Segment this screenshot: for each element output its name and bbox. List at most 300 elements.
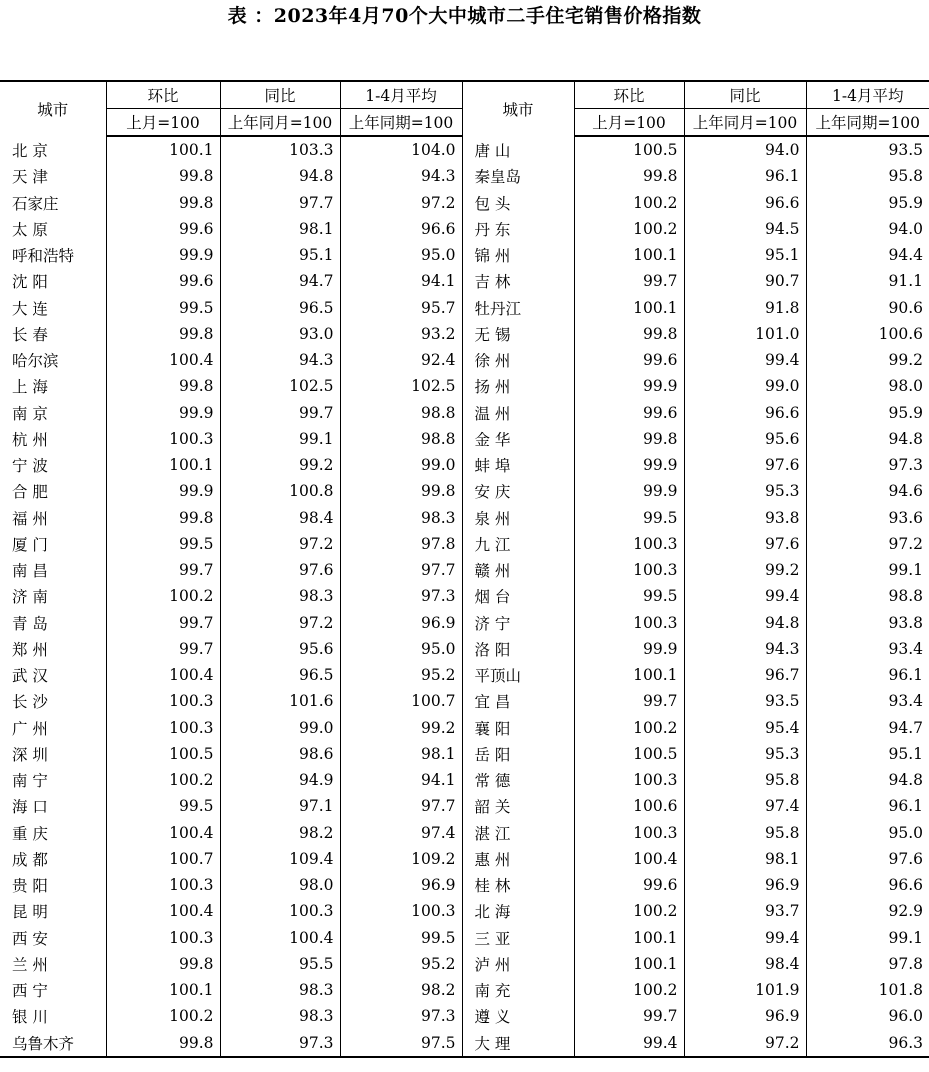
city-right-cell: 金 华 bbox=[462, 426, 574, 452]
table-row bbox=[0, 242, 929, 268]
yoy-left-cell: 97.1 bbox=[220, 793, 340, 819]
yoy-left-cell: 93.0 bbox=[220, 321, 340, 347]
yoy-left-cell: 98.4 bbox=[220, 505, 340, 531]
table-row bbox=[0, 216, 929, 242]
mom-right-cell: 99.8 bbox=[574, 426, 684, 452]
avg-left-cell: 95.0 bbox=[340, 636, 462, 662]
city-right-cell: 锦 州 bbox=[462, 242, 574, 268]
mom-left-cell: 99.6 bbox=[106, 268, 220, 294]
city-right-cell: 洛 阳 bbox=[462, 636, 574, 662]
avg-right-cell: 95.0 bbox=[806, 820, 929, 846]
yoy-left-cell: 103.3 bbox=[220, 136, 340, 163]
table-row bbox=[0, 295, 929, 321]
city-left-cell: 广 州 bbox=[12, 719, 48, 738]
mom-left-cell: 99.8 bbox=[106, 1030, 220, 1057]
yoy-right-cell: 101.0 bbox=[684, 321, 806, 347]
mom-right-cell: 99.5 bbox=[574, 505, 684, 531]
mom-left-cell: 99.8 bbox=[106, 951, 220, 977]
yoy-right-cell: 101.9 bbox=[684, 977, 806, 1003]
city-left-cell: 武 汉 bbox=[12, 667, 48, 686]
mom-right-cell: 99.6 bbox=[574, 872, 684, 898]
mom-right-cell: 100.1 bbox=[574, 662, 684, 688]
city-header-right: 城市 bbox=[462, 81, 574, 136]
mom-left-cell: 99.7 bbox=[106, 610, 220, 636]
city-right-cell: 湛 江 bbox=[462, 820, 574, 846]
city-left-cell: 合 肥 bbox=[12, 483, 48, 502]
avg-left-cell: 94.1 bbox=[340, 268, 462, 294]
avg-left-cell: 97.7 bbox=[340, 793, 462, 819]
yoy-left-cell: 100.8 bbox=[220, 478, 340, 504]
table-row bbox=[0, 846, 929, 872]
city-right-cell: 烟 台 bbox=[462, 583, 574, 609]
avg-left-cell: 95.7 bbox=[340, 295, 462, 321]
table-row bbox=[0, 767, 929, 793]
city-left-cell: 石家庄 bbox=[12, 194, 59, 213]
avg-right-cell: 94.8 bbox=[806, 767, 929, 793]
yoy-left-cell: 98.0 bbox=[220, 872, 340, 898]
city-right-cell: 安 庆 bbox=[462, 478, 574, 504]
mom-right-cell: 99.4 bbox=[574, 1030, 684, 1057]
mom-left-cell: 99.9 bbox=[106, 242, 220, 268]
avg-left-cell: 98.2 bbox=[340, 977, 462, 1003]
avg-right-cell: 99.1 bbox=[806, 925, 929, 951]
mom-left-cell: 100.4 bbox=[106, 347, 220, 373]
mom-right-cell: 99.8 bbox=[574, 163, 684, 189]
table-row bbox=[0, 531, 929, 557]
yoy-left-cell: 98.3 bbox=[220, 1003, 340, 1029]
mom-left-cell: 99.8 bbox=[106, 163, 220, 189]
table-row bbox=[0, 321, 929, 347]
yoy-right-cell: 91.8 bbox=[684, 295, 806, 321]
table-row bbox=[0, 478, 929, 504]
avg-subheader-right: 上年同期=100 bbox=[806, 109, 929, 137]
mom-left-cell: 100.4 bbox=[106, 820, 220, 846]
city-header-left: 城市 bbox=[0, 81, 106, 136]
avg-right-cell: 100.6 bbox=[806, 321, 929, 347]
avg-right-cell: 99.1 bbox=[806, 557, 929, 583]
city-left-cell: 济 南 bbox=[12, 588, 48, 607]
mom-right-cell: 100.2 bbox=[574, 715, 684, 741]
city-left-cell: 兰 州 bbox=[12, 955, 48, 974]
city-left-cell: 天 津 bbox=[12, 168, 48, 187]
yoy-left-cell: 98.2 bbox=[220, 820, 340, 846]
avg-right-cell: 97.8 bbox=[806, 951, 929, 977]
table-row bbox=[0, 715, 929, 741]
city-right-cell: 秦皇岛 bbox=[462, 163, 574, 189]
table-title: 表 ：2023年4月70个大中城市二手住宅销售价格指数 bbox=[227, 5, 702, 27]
mom-left-cell: 99.9 bbox=[106, 478, 220, 504]
city-right-cell: 平顶山 bbox=[462, 662, 574, 688]
avg-left-cell: 98.3 bbox=[340, 505, 462, 531]
yoy-left-cell: 96.5 bbox=[220, 295, 340, 321]
yoy-right-cell: 97.6 bbox=[684, 452, 806, 478]
city-left-cell: 乌鲁木齐 bbox=[0, 1030, 106, 1057]
table-row bbox=[0, 583, 929, 609]
avg-left-cell: 95.2 bbox=[340, 662, 462, 688]
mom-subheader-right: 上月=100 bbox=[574, 109, 684, 137]
city-right-cell: 北 海 bbox=[462, 898, 574, 924]
yoy-right-cell: 95.6 bbox=[684, 426, 806, 452]
city-left-cell: 重 庆 bbox=[12, 824, 48, 843]
city-left-cell: 南 昌 bbox=[12, 562, 48, 581]
table-row bbox=[0, 136, 929, 163]
avg-left-cell: 97.3 bbox=[340, 1003, 462, 1029]
yoy-left-cell: 94.3 bbox=[220, 347, 340, 373]
table-row bbox=[0, 190, 929, 216]
avg-right-cell: 97.3 bbox=[806, 452, 929, 478]
city-right-cell: 济 宁 bbox=[462, 610, 574, 636]
mom-right-cell: 100.4 bbox=[574, 846, 684, 872]
yoy-left-cell: 94.8 bbox=[220, 163, 340, 189]
mom-right-cell: 100.2 bbox=[574, 216, 684, 242]
avg-right-cell: 96.1 bbox=[806, 662, 929, 688]
avg-left-cell: 96.9 bbox=[340, 872, 462, 898]
yoy-right-cell: 99.4 bbox=[684, 925, 806, 951]
mom-left-cell: 99.7 bbox=[106, 636, 220, 662]
city-right-cell: 泉 州 bbox=[462, 505, 574, 531]
city-right-cell: 泸 州 bbox=[462, 951, 574, 977]
city-right-cell: 牡丹江 bbox=[462, 295, 574, 321]
table-row bbox=[0, 925, 929, 951]
table-row bbox=[0, 662, 929, 688]
avg-left-cell: 94.1 bbox=[340, 767, 462, 793]
table-row bbox=[0, 820, 929, 846]
mom-left-cell: 100.5 bbox=[106, 741, 220, 767]
avg-subheader-left: 上年同期=100 bbox=[340, 109, 462, 137]
avg-right-cell: 98.0 bbox=[806, 373, 929, 399]
mom-left-cell: 99.8 bbox=[106, 373, 220, 399]
mom-right-cell: 99.9 bbox=[574, 478, 684, 504]
avg-right-cell: 95.8 bbox=[806, 163, 929, 189]
yoy-left-cell: 98.1 bbox=[220, 216, 340, 242]
city-left-cell: 沈 阳 bbox=[12, 273, 48, 292]
mom-left-cell: 100.2 bbox=[106, 583, 220, 609]
avg-left-cell: 98.1 bbox=[340, 741, 462, 767]
yoy-right-cell: 97.6 bbox=[684, 531, 806, 557]
mom-header-left: 环比 bbox=[106, 81, 220, 109]
city-left-cell: 深 圳 bbox=[12, 745, 48, 764]
yoy-right-cell: 98.1 bbox=[684, 846, 806, 872]
mom-right-cell: 100.2 bbox=[574, 977, 684, 1003]
city-right-cell: 赣 州 bbox=[462, 557, 574, 583]
city-right-cell: 桂 林 bbox=[462, 872, 574, 898]
mom-right-cell: 99.7 bbox=[574, 1003, 684, 1029]
avg-left-cell: 97.5 bbox=[340, 1030, 462, 1057]
city-right-cell: 南 充 bbox=[462, 977, 574, 1003]
mom-right-cell: 100.3 bbox=[574, 531, 684, 557]
avg-right-cell: 96.3 bbox=[806, 1030, 929, 1057]
yoy-right-cell: 93.8 bbox=[684, 505, 806, 531]
mom-left-cell: 100.1 bbox=[106, 977, 220, 1003]
table-header bbox=[0, 81, 929, 136]
yoy-left-cell: 99.7 bbox=[220, 400, 340, 426]
avg-right-cell: 94.0 bbox=[806, 216, 929, 242]
yoy-subheader-right: 上年同月=100 bbox=[684, 109, 806, 137]
mom-left-cell: 99.6 bbox=[106, 216, 220, 242]
avg-right-cell: 97.6 bbox=[806, 846, 929, 872]
table-row bbox=[0, 1030, 929, 1057]
city-right-cell: 丹 东 bbox=[462, 216, 574, 242]
mom-right-cell: 99.5 bbox=[574, 583, 684, 609]
mom-left-cell: 100.2 bbox=[106, 767, 220, 793]
yoy-right-cell: 99.2 bbox=[684, 557, 806, 583]
yoy-left-cell: 101.6 bbox=[220, 688, 340, 714]
table-row bbox=[0, 426, 929, 452]
mom-left-cell: 100.7 bbox=[106, 846, 220, 872]
yoy-left-cell: 99.1 bbox=[220, 426, 340, 452]
yoy-left-cell: 99.0 bbox=[220, 715, 340, 741]
mom-right-cell: 99.9 bbox=[574, 373, 684, 399]
yoy-header-left: 同比 bbox=[220, 81, 340, 109]
yoy-right-cell: 94.3 bbox=[684, 636, 806, 662]
yoy-right-cell: 99.0 bbox=[684, 373, 806, 399]
city-right-cell: 吉 林 bbox=[462, 268, 574, 294]
city-left-cell: 长 沙 bbox=[12, 693, 48, 712]
avg-left-cell: 102.5 bbox=[340, 373, 462, 399]
yoy-right-cell: 94.5 bbox=[684, 216, 806, 242]
city-left-cell: 呼和浩特 bbox=[12, 247, 75, 266]
avg-right-cell: 97.2 bbox=[806, 531, 929, 557]
mom-left-cell: 100.3 bbox=[106, 715, 220, 741]
city-left-cell: 贵 阳 bbox=[12, 877, 48, 896]
avg-right-cell: 94.8 bbox=[806, 426, 929, 452]
yoy-right-cell: 95.4 bbox=[684, 715, 806, 741]
city-right-cell: 九 江 bbox=[462, 531, 574, 557]
city-right-cell: 扬 州 bbox=[462, 373, 574, 399]
mom-left-cell: 100.2 bbox=[106, 1003, 220, 1029]
city-left-cell: 杭 州 bbox=[12, 430, 48, 449]
yoy-right-cell: 90.7 bbox=[684, 268, 806, 294]
city-left-cell: 南 宁 bbox=[12, 772, 48, 791]
table-row bbox=[0, 347, 929, 373]
yoy-left-cell: 99.2 bbox=[220, 452, 340, 478]
yoy-left-cell: 97.3 bbox=[220, 1030, 340, 1057]
table-row bbox=[0, 163, 929, 189]
city-right-cell: 常 德 bbox=[462, 767, 574, 793]
mom-left-cell: 99.7 bbox=[106, 557, 220, 583]
yoy-right-cell: 99.4 bbox=[684, 583, 806, 609]
avg-left-cell: 96.6 bbox=[340, 216, 462, 242]
yoy-right-cell: 96.1 bbox=[684, 163, 806, 189]
yoy-right-cell: 96.6 bbox=[684, 190, 806, 216]
avg-left-cell: 97.4 bbox=[340, 820, 462, 846]
mom-left-cell: 99.5 bbox=[106, 531, 220, 557]
avg-left-cell: 99.0 bbox=[340, 452, 462, 478]
avg-left-cell: 100.3 bbox=[340, 898, 462, 924]
table-row bbox=[0, 741, 929, 767]
yoy-right-cell: 93.5 bbox=[684, 688, 806, 714]
table-row bbox=[0, 872, 929, 898]
avg-right-cell: 93.6 bbox=[806, 505, 929, 531]
yoy-left-cell: 95.1 bbox=[220, 242, 340, 268]
city-right-cell: 徐 州 bbox=[462, 347, 574, 373]
mom-left-cell: 99.5 bbox=[106, 793, 220, 819]
yoy-left-cell: 97.2 bbox=[220, 531, 340, 557]
mom-left-cell: 100.3 bbox=[106, 872, 220, 898]
yoy-left-cell: 98.3 bbox=[220, 583, 340, 609]
city-left-cell: 成 都 bbox=[12, 850, 48, 869]
mom-right-cell: 100.5 bbox=[574, 136, 684, 163]
avg-left-cell: 97.8 bbox=[340, 531, 462, 557]
yoy-left-cell: 95.6 bbox=[220, 636, 340, 662]
table-row bbox=[0, 268, 929, 294]
yoy-right-cell: 96.9 bbox=[684, 872, 806, 898]
city-left-cell: 宁 波 bbox=[12, 457, 48, 476]
mom-left-cell: 99.9 bbox=[106, 400, 220, 426]
mom-right-cell: 99.6 bbox=[574, 347, 684, 373]
table-row bbox=[0, 1003, 929, 1029]
mom-right-cell: 100.3 bbox=[574, 767, 684, 793]
city-right-cell: 唐 山 bbox=[462, 136, 574, 163]
city-left-cell: 西 宁 bbox=[12, 982, 48, 1001]
city-right-cell: 三 亚 bbox=[462, 925, 574, 951]
table-row bbox=[0, 373, 929, 399]
avg-right-cell: 93.5 bbox=[806, 136, 929, 163]
city-left-cell: 厦 门 bbox=[12, 535, 48, 554]
mom-right-cell: 100.3 bbox=[574, 557, 684, 583]
avg-right-cell: 93.4 bbox=[806, 636, 929, 662]
yoy-right-cell: 94.8 bbox=[684, 610, 806, 636]
mom-left-cell: 100.1 bbox=[106, 452, 220, 478]
yoy-right-cell: 95.8 bbox=[684, 820, 806, 846]
mom-left-cell: 100.3 bbox=[106, 426, 220, 452]
avg-left-cell: 99.2 bbox=[340, 715, 462, 741]
mom-left-cell: 100.1 bbox=[106, 136, 220, 163]
mom-right-cell: 100.1 bbox=[574, 295, 684, 321]
avg-right-cell: 95.9 bbox=[806, 400, 929, 426]
mom-right-cell: 100.1 bbox=[574, 925, 684, 951]
table-row bbox=[0, 793, 929, 819]
table-row bbox=[0, 636, 929, 662]
mom-right-cell: 100.1 bbox=[574, 951, 684, 977]
avg-left-cell: 99.5 bbox=[340, 925, 462, 951]
avg-header-left: 1-4月平均 bbox=[340, 81, 462, 109]
avg-header-right: 1-4月平均 bbox=[806, 81, 929, 109]
avg-right-cell: 92.9 bbox=[806, 898, 929, 924]
avg-right-cell: 94.7 bbox=[806, 715, 929, 741]
avg-right-cell: 95.9 bbox=[806, 190, 929, 216]
yoy-left-cell: 97.6 bbox=[220, 557, 340, 583]
avg-left-cell: 104.0 bbox=[340, 136, 462, 163]
city-left-cell: 西 安 bbox=[12, 929, 48, 948]
city-left-cell: 海 口 bbox=[12, 798, 48, 817]
avg-left-cell: 96.9 bbox=[340, 610, 462, 636]
city-right-cell: 惠 州 bbox=[462, 846, 574, 872]
table-body bbox=[0, 136, 929, 1057]
city-right-cell: 无 锡 bbox=[462, 321, 574, 347]
city-right-cell: 岳 阳 bbox=[462, 741, 574, 767]
mom-left-cell: 99.5 bbox=[106, 295, 220, 321]
mom-left-cell: 99.8 bbox=[106, 190, 220, 216]
yoy-left-cell: 94.7 bbox=[220, 268, 340, 294]
avg-right-cell: 93.8 bbox=[806, 610, 929, 636]
avg-right-cell: 99.2 bbox=[806, 347, 929, 373]
avg-left-cell: 98.8 bbox=[340, 426, 462, 452]
avg-right-cell: 94.4 bbox=[806, 242, 929, 268]
mom-right-cell: 100.5 bbox=[574, 741, 684, 767]
yoy-right-cell: 96.9 bbox=[684, 1003, 806, 1029]
avg-left-cell: 94.3 bbox=[340, 163, 462, 189]
yoy-right-cell: 93.7 bbox=[684, 898, 806, 924]
city-left-cell: 上 海 bbox=[12, 378, 48, 397]
yoy-right-cell: 95.3 bbox=[684, 741, 806, 767]
mom-header-right: 环比 bbox=[574, 81, 684, 109]
mom-left-cell: 100.4 bbox=[106, 898, 220, 924]
yoy-left-cell: 100.3 bbox=[220, 898, 340, 924]
city-right-cell: 遵 义 bbox=[462, 1003, 574, 1029]
city-right-cell: 襄 阳 bbox=[462, 715, 574, 741]
avg-left-cell: 97.2 bbox=[340, 190, 462, 216]
city-right-cell: 韶 关 bbox=[462, 793, 574, 819]
yoy-right-cell: 95.8 bbox=[684, 767, 806, 793]
yoy-right-cell: 96.6 bbox=[684, 400, 806, 426]
mom-right-cell: 99.7 bbox=[574, 268, 684, 294]
city-left-cell: 南 京 bbox=[12, 404, 48, 423]
mom-left-cell: 99.8 bbox=[106, 321, 220, 347]
avg-right-cell: 90.6 bbox=[806, 295, 929, 321]
avg-right-cell: 95.1 bbox=[806, 741, 929, 767]
mom-left-cell: 100.3 bbox=[106, 925, 220, 951]
yoy-left-cell: 102.5 bbox=[220, 373, 340, 399]
mom-right-cell: 100.3 bbox=[574, 820, 684, 846]
yoy-left-cell: 97.7 bbox=[220, 190, 340, 216]
city-left-cell: 郑 州 bbox=[12, 640, 48, 659]
city-left-cell: 青 岛 bbox=[12, 614, 48, 633]
yoy-right-cell: 94.0 bbox=[684, 136, 806, 163]
avg-left-cell: 100.7 bbox=[340, 688, 462, 714]
yoy-right-cell: 97.2 bbox=[684, 1030, 806, 1057]
table-row bbox=[0, 688, 929, 714]
avg-right-cell: 101.8 bbox=[806, 977, 929, 1003]
mom-right-cell: 100.2 bbox=[574, 898, 684, 924]
mom-left-cell: 100.4 bbox=[106, 662, 220, 688]
avg-right-cell: 96.6 bbox=[806, 872, 929, 898]
avg-right-cell: 91.1 bbox=[806, 268, 929, 294]
table-row bbox=[0, 557, 929, 583]
avg-left-cell: 98.8 bbox=[340, 400, 462, 426]
yoy-right-cell: 99.4 bbox=[684, 347, 806, 373]
yoy-right-cell: 95.3 bbox=[684, 478, 806, 504]
city-left-cell: 福 州 bbox=[12, 509, 48, 528]
city-right-cell: 包 头 bbox=[462, 190, 574, 216]
city-left-cell: 北 京 bbox=[12, 141, 48, 160]
mom-right-cell: 100.1 bbox=[574, 242, 684, 268]
mom-right-cell: 99.9 bbox=[574, 452, 684, 478]
yoy-right-cell: 97.4 bbox=[684, 793, 806, 819]
table-row bbox=[0, 505, 929, 531]
city-left-cell: 银 川 bbox=[12, 1008, 48, 1027]
avg-left-cell: 97.3 bbox=[340, 583, 462, 609]
city-right-cell: 温 州 bbox=[462, 400, 574, 426]
price-index-table bbox=[0, 80, 929, 1058]
yoy-header-right: 同比 bbox=[684, 81, 806, 109]
table-row bbox=[0, 951, 929, 977]
mom-right-cell: 99.6 bbox=[574, 400, 684, 426]
avg-right-cell: 96.0 bbox=[806, 1003, 929, 1029]
mom-right-cell: 99.7 bbox=[574, 688, 684, 714]
avg-left-cell: 99.8 bbox=[340, 478, 462, 504]
yoy-right-cell: 95.1 bbox=[684, 242, 806, 268]
mom-right-cell: 99.8 bbox=[574, 321, 684, 347]
yoy-left-cell: 100.4 bbox=[220, 925, 340, 951]
mom-right-cell: 100.3 bbox=[574, 610, 684, 636]
city-left-cell: 昆 明 bbox=[12, 903, 48, 922]
city-left-cell: 太 原 bbox=[12, 220, 48, 239]
table-row bbox=[0, 400, 929, 426]
yoy-subheader-left: 上年同月=100 bbox=[220, 109, 340, 137]
mom-subheader-left: 上月=100 bbox=[106, 109, 220, 137]
yoy-left-cell: 109.4 bbox=[220, 846, 340, 872]
